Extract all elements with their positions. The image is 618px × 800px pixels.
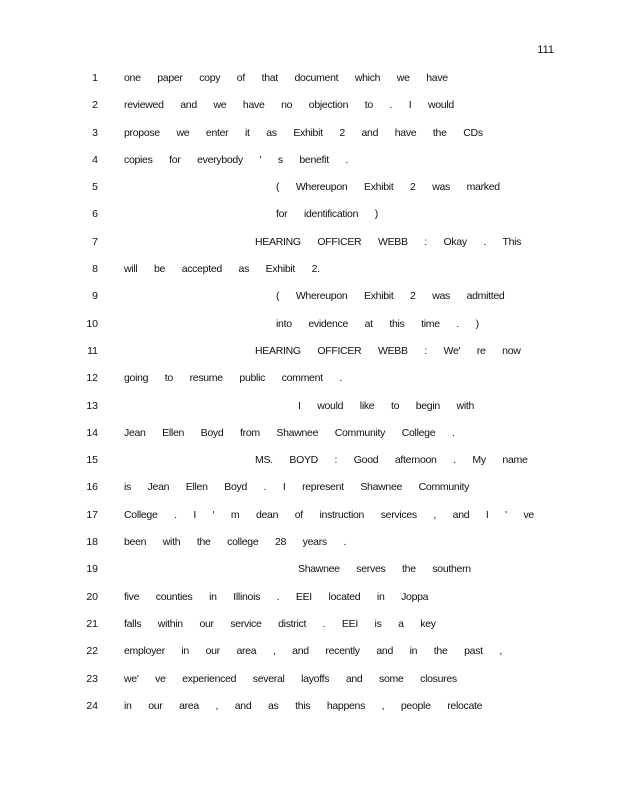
transcript-line [0, 671, 618, 698]
transcript-line [0, 398, 618, 425]
line-number: 7 [92, 235, 98, 248]
line-text: HEARING OFFICER WEBB : We' re now [255, 344, 521, 357]
line-text: for identification ) [276, 208, 378, 221]
transcript-body [0, 70, 618, 725]
line-number: 10 [86, 317, 98, 330]
line-text: will be accepted as Exhibit 2. [124, 263, 320, 276]
transcript-line [0, 425, 618, 452]
transcript-line [0, 370, 618, 397]
line-text: falls within our service district . EEI is a key [124, 617, 436, 630]
line-number: 6 [92, 208, 98, 221]
line-text: Shawnee serves the southern [298, 563, 471, 576]
transcript-line [0, 125, 618, 152]
transcript-line [0, 698, 618, 725]
line-text: ( Whereupon Exhibit 2 was marked [276, 181, 500, 194]
line-number: 22 [86, 645, 98, 658]
transcript-line [0, 70, 618, 97]
line-number: 11 [87, 344, 98, 357]
line-text: going to resume public comment . [124, 372, 342, 385]
line-number: 4 [92, 153, 98, 166]
transcript-line [0, 288, 618, 315]
transcript-line [0, 179, 618, 206]
line-number: 3 [92, 126, 98, 139]
line-number: 19 [86, 563, 98, 576]
line-text: HEARING OFFICER WEBB : Okay . This [255, 235, 522, 248]
line-text: MS. BOYD : Good afternoon . My name [255, 454, 528, 467]
transcript-line [0, 589, 618, 616]
line-number: 17 [86, 508, 98, 521]
line-number: 15 [86, 454, 98, 467]
page-number: 111 [537, 44, 554, 56]
line-text: reviewed and we have no objection to . I would [124, 99, 454, 112]
transcript-line [0, 479, 618, 506]
line-text: ( Whereupon Exhibit 2 was admitted [276, 290, 505, 303]
transcript-line [0, 206, 618, 233]
line-number: 20 [86, 590, 98, 603]
line-number: 16 [86, 481, 98, 494]
line-number: 14 [86, 426, 98, 439]
line-text: copies for everybody ' s benefit . [124, 153, 349, 166]
transcript-line [0, 97, 618, 124]
line-number: 23 [86, 672, 98, 685]
line-number: 8 [92, 263, 98, 276]
line-text: been with the college 28 years . [124, 536, 347, 549]
line-number: 5 [92, 181, 98, 194]
transcript-line [0, 234, 618, 261]
transcript-line [0, 534, 618, 561]
transcript-line [0, 507, 618, 534]
transcript-line [0, 316, 618, 343]
line-number: 13 [86, 399, 98, 412]
transcript-line [0, 152, 618, 179]
line-text: I would like to begin with [298, 399, 475, 412]
transcript-line [0, 343, 618, 370]
line-number: 24 [86, 699, 98, 712]
line-number: 21 [86, 617, 98, 630]
line-number: 18 [86, 536, 98, 549]
line-text: College . I ' m dean of instruction services , and I ' ve [124, 508, 534, 521]
line-text: one paper copy of that document which we have [124, 72, 448, 84]
line-text: is Jean Ellen Boyd . I represent Shawnee Community [124, 481, 470, 494]
line-number: 2 [92, 99, 98, 112]
line-number: 12 [86, 372, 98, 385]
line-text: propose we enter it as Exhibit 2 and have the CDs [124, 126, 483, 139]
line-text: in our area , and as this happens , people relocate [124, 699, 483, 712]
transcript-line [0, 261, 618, 288]
transcript-line [0, 452, 618, 479]
transcript-line [0, 643, 618, 670]
line-number: 9 [92, 290, 98, 303]
line-text: five counties in Illinois . EEI located in Joppa [124, 590, 429, 603]
line-text: into evidence at this time . ) [276, 317, 479, 330]
transcript-line [0, 616, 618, 643]
line-text: employer in our area , and recently and in the past , [124, 645, 502, 658]
line-text: Jean Ellen Boyd from Shawnee Community College . [124, 426, 455, 439]
line-text: we' ve experienced several layoffs and some closures [124, 672, 457, 685]
line-number: 1 [92, 72, 98, 84]
transcript-line [0, 561, 618, 588]
